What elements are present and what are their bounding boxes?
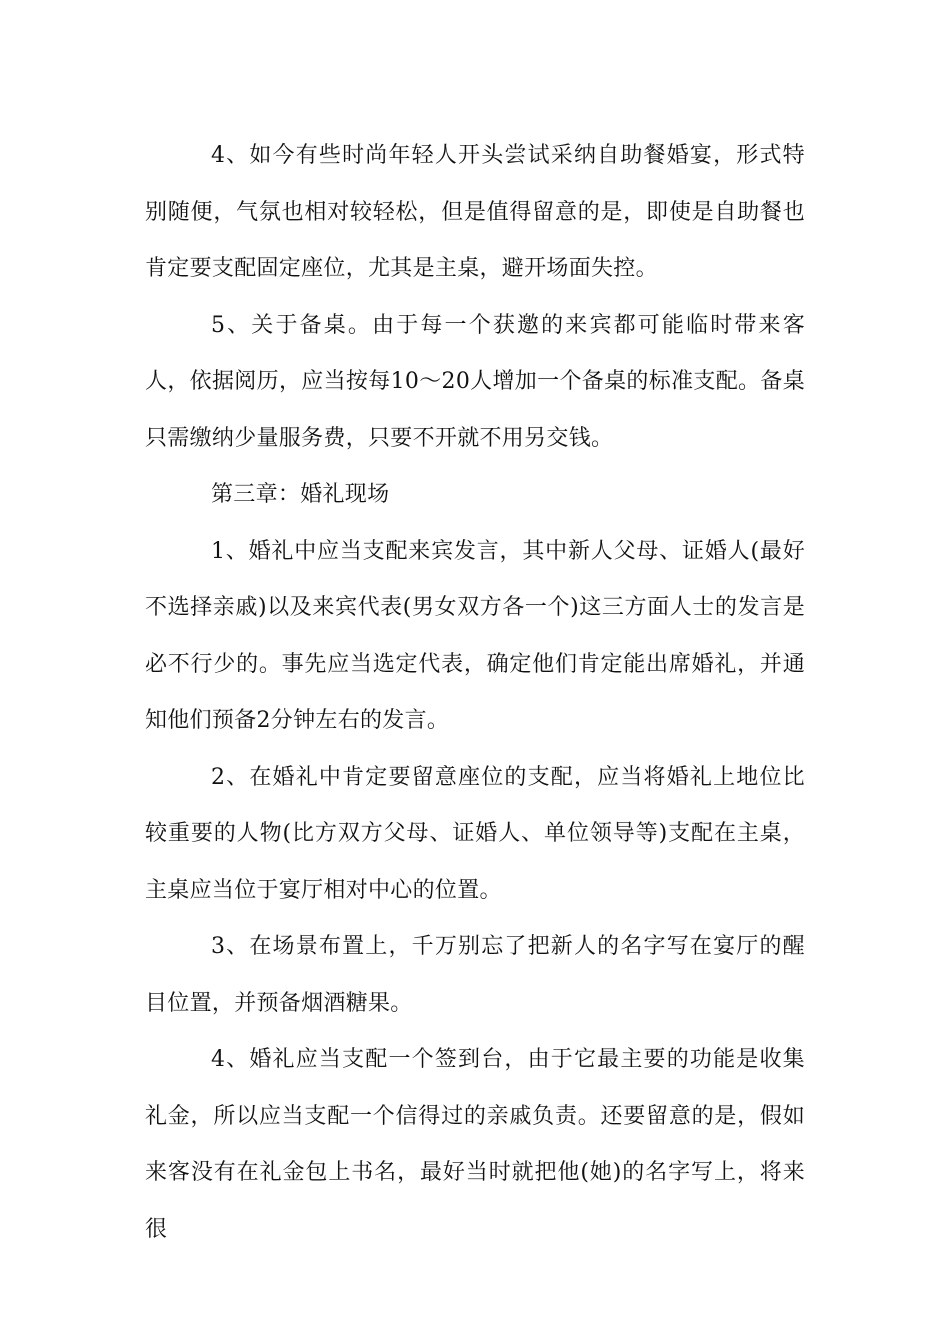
paragraph-guest-speeches: 1、婚礼中应当支配来宾发言，其中新人父母、证婚人(最好不选择亲戚)以及来宾代表(男女双方各一个)这三方面人士的发言是必不行少的。事先应当选定代表，确定他们肯定能出席婚礼，并通知他们预备2分钟左右的发言。 <box>145 538 805 733</box>
paragraph-signin-desk: 4、婚礼应当支配一个签到台，由于它最主要的功能是收集礼金，所以应当支配一个信得过的亲戚负责。还要留意的是，假如来客没有在礼金包上书名，最好当时就把他(她)的名字写上，将来很 <box>145 1047 805 1242</box>
paragraph-venue-decoration: 3、在场景布置上，千万别忘了把新人的名字写在宴厅的醒目位置，并预备烟酒糖果。 <box>145 934 805 1016</box>
paragraph-seating: 2、在婚礼中肯定要留意座位的支配，应当将婚礼上地位比较重要的人物(比方双方父母、证婚人、单位领导等)支配在主桌，主桌应当位于宴厅相对中心的位置。 <box>145 764 805 903</box>
chapter-heading: 第三章：婚礼现场 <box>211 482 390 507</box>
paragraph-buffet-wedding: 4、如今有些时尚年轻人开头尝试采纳自助餐婚宴，形式特别随便，气氛也相对较轻松，但是值得留意的是，即使是自助餐也肯定要支配固定座位，尤其是主桌，避开场面失控。 <box>145 143 805 281</box>
document-body <box>145 128 805 1258</box>
paragraph-spare-tables: 5、关于备桌。由于每一个获邀的来宾都可能临时带来客人，依据阅历，应当按每10～20人增加一个备桌的标准支配。备桌只需缴纳少量服务费，只要不开就不用另交钱。 <box>145 312 805 451</box>
